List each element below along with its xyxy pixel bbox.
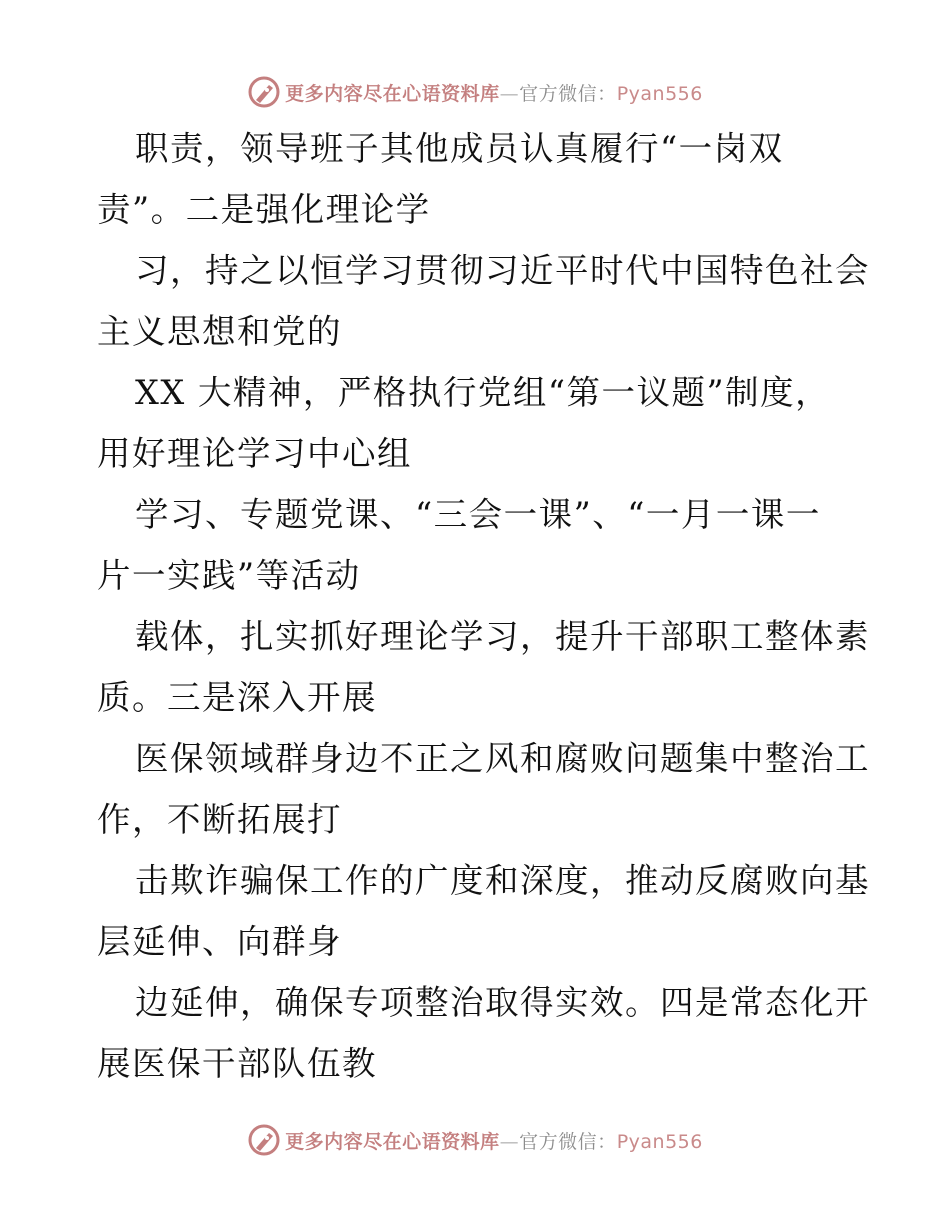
watermark-official-label: 官方微信： [519,1130,617,1153]
footer-watermark [0,1120,950,1160]
paragraph-line: 习，持之以恒学习贯彻习近平时代中国特色社会 [135,251,870,290]
paragraph-line: 用好理论学习中心组 [97,434,412,473]
watermark-wechat-id: Pyan556 [616,1130,703,1153]
pen-nib-circle-icon [247,1123,281,1157]
paragraph-line: 载体，扎实抓好理论学习，提升干部职工整体素 [135,617,870,656]
paragraph-line: 展医保干部队伍教 [97,1044,377,1083]
paragraph-line: 主义思想和党的 [97,312,342,351]
header-watermark [0,72,950,112]
document-body [97,118,870,1094]
paragraph-line: 作，不断拓展打 [97,800,342,839]
watermark-separator: — [499,1130,520,1153]
paragraph-line: 责”。二是强化理论学 [97,190,431,229]
watermark-separator: — [499,82,520,105]
paragraph-line: 片一实践”等活动 [97,556,361,595]
watermark-text [285,1127,703,1154]
watermark-text [285,79,703,106]
paragraph-line: 医保领域群身边不正之风和腐败问题集中整治工 [135,739,870,778]
paragraph-line: XX 大精神，严格执行党组“第一议题”制度， [135,373,831,412]
watermark-wechat-id: Pyan556 [616,82,703,105]
watermark-brand: 更多内容尽在心语资料库 [285,1130,500,1153]
pen-nib-circle-icon [247,75,281,109]
watermark-brand: 更多内容尽在心语资料库 [285,82,500,105]
paragraph-line: 质。三是深入开展 [97,678,377,717]
paragraph-line: 边延伸，确保专项整治取得实效。四是常态化开 [135,983,870,1022]
paragraph-line: 层延伸、向群身 [97,922,342,961]
paragraph-line: 职责，领导班子其他成员认真履行“一岗双 [135,129,784,168]
paragraph-line: 击欺诈骗保工作的广度和深度，推动反腐败向基 [135,861,870,900]
watermark-official-label: 官方微信： [519,82,617,105]
paragraph-line: 学习、专题党课、“三会一课”、“一月一课一 [135,495,821,534]
